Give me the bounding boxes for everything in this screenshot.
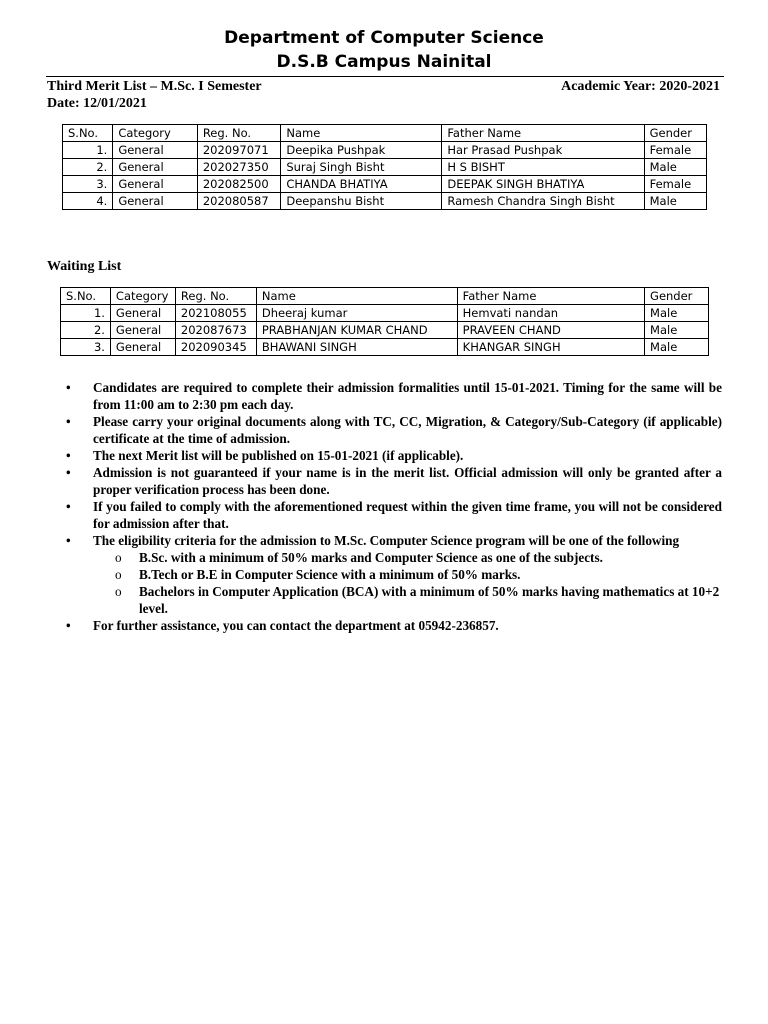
circle-bullet-icon: o bbox=[115, 567, 122, 582]
eligibility-text: Bachelors in Computer Application (BCA) with a minimum of 50% marks having mathematics at 10+2 level. bbox=[139, 584, 720, 616]
category-cell: General bbox=[110, 305, 175, 322]
serial-number: 2. bbox=[61, 322, 111, 339]
waiting-table-header bbox=[61, 288, 709, 305]
column-header: Reg. No. bbox=[175, 288, 256, 305]
column-header: Name bbox=[281, 125, 442, 142]
gender-cell: Male bbox=[645, 305, 709, 322]
merit-list-title: Third Merit List – M.Sc. I Semester bbox=[47, 79, 262, 94]
reg-no-cell: 202090345 bbox=[175, 339, 256, 356]
bullet-icon: • bbox=[66, 448, 71, 463]
father-name-cell: H S BISHT bbox=[442, 159, 644, 176]
instruction-text: If you failed to comply with the aforementioned request within the given time frame, you will not be considered for admission after that. bbox=[93, 499, 722, 531]
serial-number: 1. bbox=[63, 142, 113, 159]
list-item bbox=[64, 532, 722, 617]
column-header: Father Name bbox=[457, 288, 644, 305]
serial-number: 2. bbox=[63, 159, 113, 176]
waiting-list-label: Waiting List bbox=[47, 259, 122, 274]
column-header: S.No. bbox=[63, 125, 113, 142]
name-cell: Dheeraj kumar bbox=[256, 305, 457, 322]
table-row bbox=[61, 322, 709, 339]
list-date: Date: 12/01/2021 bbox=[47, 96, 147, 111]
column-header: Gender bbox=[645, 288, 709, 305]
reg-no-cell: 202087673 bbox=[175, 322, 256, 339]
list-item bbox=[64, 413, 722, 447]
column-header: Category bbox=[113, 125, 198, 142]
gender-cell: Female bbox=[644, 142, 706, 159]
serial-number: 1. bbox=[61, 305, 111, 322]
category-cell: General bbox=[110, 322, 175, 339]
reg-no-cell: 202027350 bbox=[197, 159, 281, 176]
department-title: Department of Computer Science bbox=[224, 28, 544, 48]
bullet-icon: • bbox=[66, 618, 71, 633]
table-row bbox=[63, 193, 707, 210]
gender-cell: Male bbox=[644, 159, 706, 176]
list-item bbox=[64, 498, 722, 532]
column-header: Category bbox=[110, 288, 175, 305]
instruction-text: Please carry your original documents along with TC, CC, Migration, & Category/Sub-Category (if applicable) certificate at the time of admission. bbox=[93, 414, 722, 446]
eligibility-list bbox=[93, 549, 722, 617]
table-row bbox=[63, 142, 707, 159]
father-name-cell: Har Prasad Pushpak bbox=[442, 142, 644, 159]
bullet-icon: • bbox=[66, 499, 71, 514]
eligibility-text: B.Sc. with a minimum of 50% marks and Computer Science as one of the subjects. bbox=[139, 550, 603, 565]
instruction-text: The next Merit list will be published on 15-01-2021 (if applicable). bbox=[93, 448, 464, 463]
serial-number: 4. bbox=[63, 193, 113, 210]
name-cell: Suraj Singh Bisht bbox=[281, 159, 442, 176]
reg-no-cell: 202082500 bbox=[197, 176, 281, 193]
merit-table bbox=[62, 124, 707, 210]
name-cell: Deepanshu Bisht bbox=[281, 193, 442, 210]
serial-number: 3. bbox=[61, 339, 111, 356]
name-cell: CHANDA BHATIYA bbox=[281, 176, 442, 193]
bullet-icon: • bbox=[66, 380, 71, 395]
campus-title: D.S.B Campus Nainital bbox=[276, 52, 492, 72]
instruction-text: The eligibility criteria for the admission to M.Sc. Computer Science program will be one of the following bbox=[93, 533, 680, 548]
header-rule bbox=[46, 76, 724, 77]
academic-year: Academic Year: 2020-2021 bbox=[561, 79, 720, 94]
father-name-cell: PRAVEEN CHAND bbox=[457, 322, 644, 339]
list-item bbox=[64, 464, 722, 498]
table-row bbox=[61, 305, 709, 322]
table-row bbox=[61, 339, 709, 356]
circle-bullet-icon: o bbox=[115, 584, 122, 599]
father-name-cell: Hemvati nandan bbox=[457, 305, 644, 322]
list-item bbox=[93, 583, 722, 617]
eligibility-text: B.Tech or B.E in Computer Science with a minimum of 50% marks. bbox=[139, 567, 521, 582]
category-cell: General bbox=[113, 176, 198, 193]
instruction-text: Admission is not guaranteed if your name is in the merit list. Official admission will only be granted after a proper verification process has been done. bbox=[93, 465, 722, 497]
instruction-text: For further assistance, you can contact the department at 05942-236857. bbox=[93, 618, 499, 633]
name-cell: PRABHANJAN KUMAR CHAND bbox=[256, 322, 457, 339]
column-header: Gender bbox=[644, 125, 706, 142]
serial-number: 3. bbox=[63, 176, 113, 193]
gender-cell: Male bbox=[645, 322, 709, 339]
bullet-icon: • bbox=[66, 465, 71, 480]
name-cell: BHAWANI SINGH bbox=[256, 339, 457, 356]
category-cell: General bbox=[110, 339, 175, 356]
gender-cell: Male bbox=[645, 339, 709, 356]
list-item bbox=[93, 566, 722, 583]
father-name-cell: KHANGAR SINGH bbox=[457, 339, 644, 356]
category-cell: General bbox=[113, 142, 198, 159]
gender-cell: Female bbox=[644, 176, 706, 193]
column-header: Reg. No. bbox=[197, 125, 281, 142]
waiting-list-table bbox=[60, 287, 709, 356]
list-item bbox=[64, 617, 722, 634]
gender-cell: Male bbox=[644, 193, 706, 210]
column-header: S.No. bbox=[61, 288, 111, 305]
bullet-icon: • bbox=[66, 414, 71, 429]
reg-no-cell: 202097071 bbox=[197, 142, 281, 159]
bullet-icon: • bbox=[66, 533, 71, 548]
table-row bbox=[63, 159, 707, 176]
table-row bbox=[63, 176, 707, 193]
list-item bbox=[64, 379, 722, 413]
father-name-cell: Ramesh Chandra Singh Bisht bbox=[442, 193, 644, 210]
father-name-cell: DEEPAK SINGH BHATIYA bbox=[442, 176, 644, 193]
instruction-text: Candidates are required to complete their admission formalities until 15-01-2021. Timing for the same will be from 11:00 am to 2:30 pm each day. bbox=[93, 380, 722, 412]
list-item bbox=[93, 549, 722, 566]
name-cell: Deepika Pushpak bbox=[281, 142, 442, 159]
list-item bbox=[64, 447, 722, 464]
category-cell: General bbox=[113, 193, 198, 210]
column-header: Name bbox=[256, 288, 457, 305]
reg-no-cell: 202080587 bbox=[197, 193, 281, 210]
column-header: Father Name bbox=[442, 125, 644, 142]
category-cell: General bbox=[113, 159, 198, 176]
circle-bullet-icon: o bbox=[115, 550, 122, 565]
instructions-list bbox=[64, 379, 722, 634]
reg-no-cell: 202108055 bbox=[175, 305, 256, 322]
merit-table-header bbox=[63, 125, 707, 142]
